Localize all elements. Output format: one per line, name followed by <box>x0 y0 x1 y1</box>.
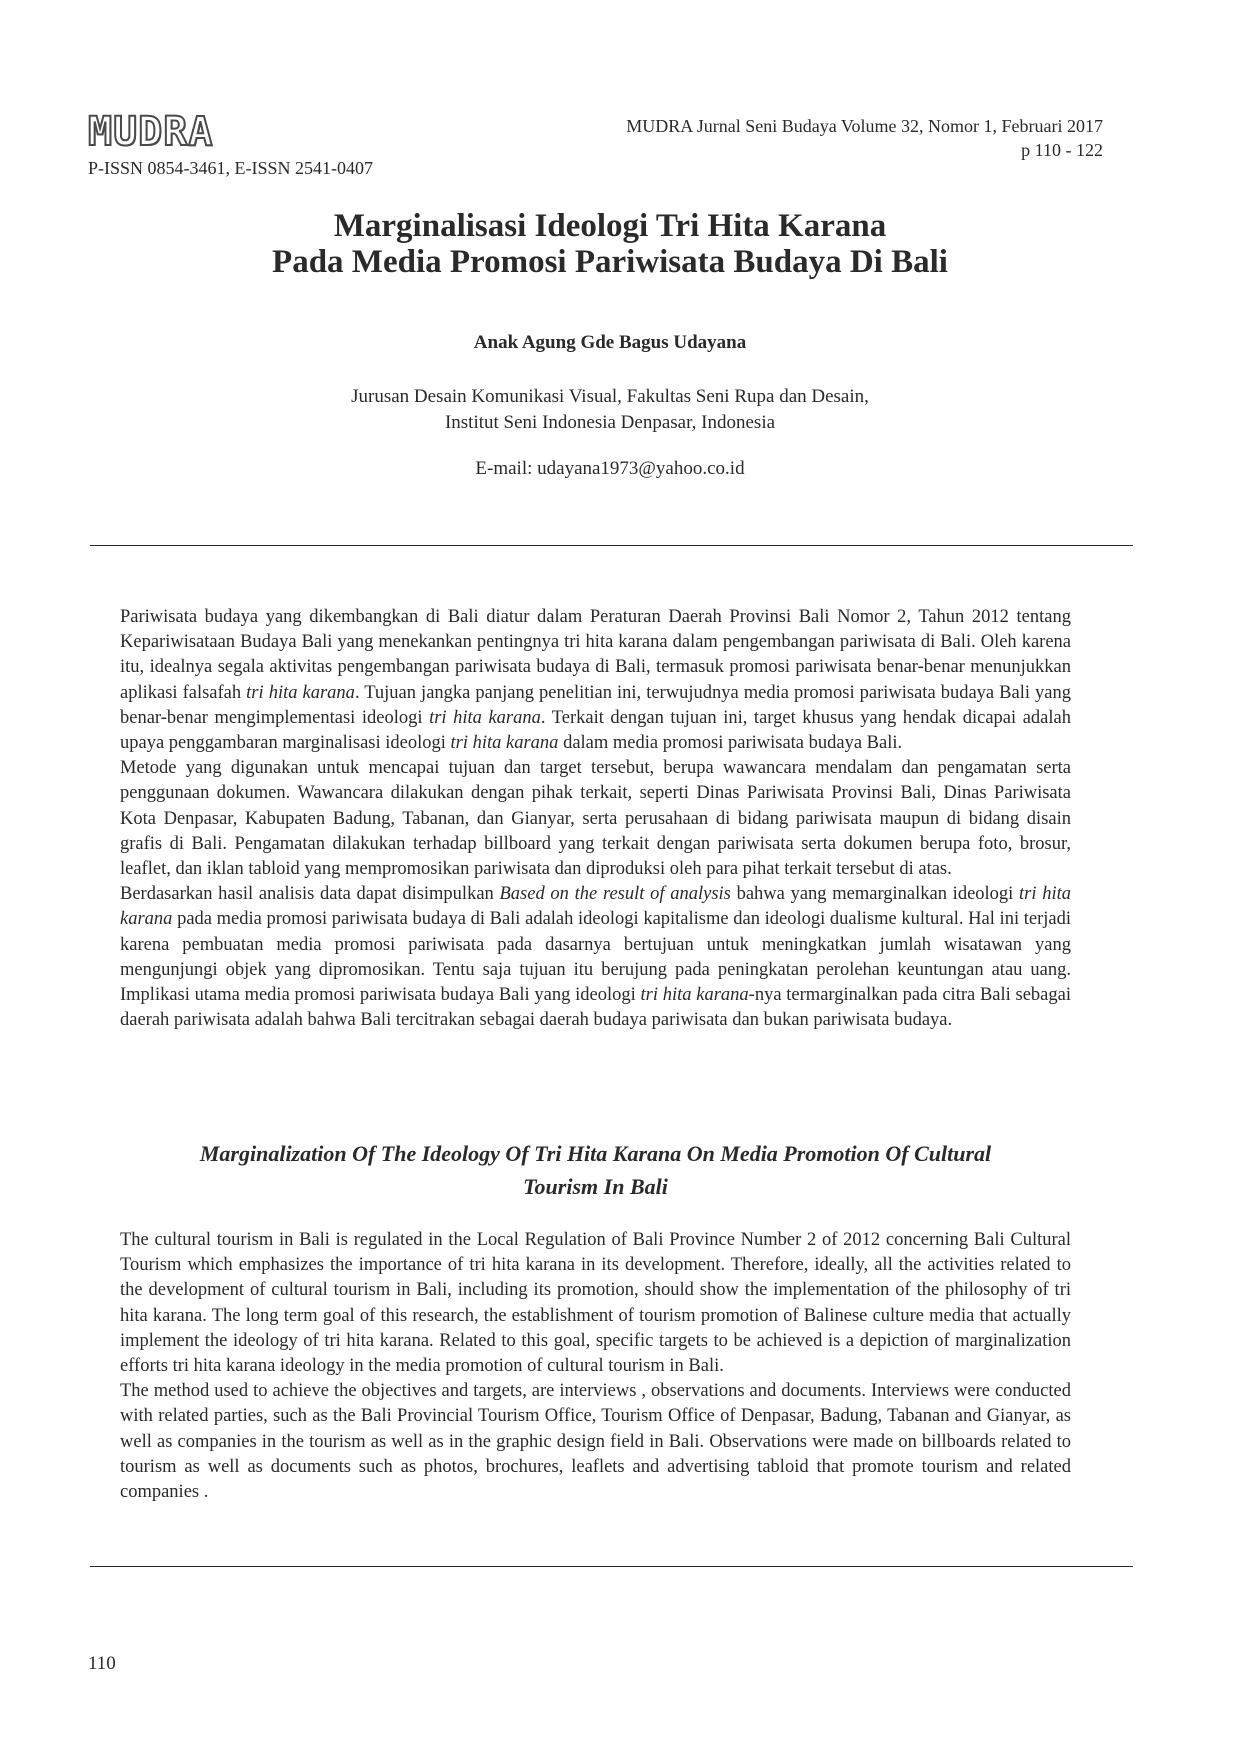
author-affiliation <box>90 384 1130 436</box>
affiliation-line-1: Jurusan Desain Komunikasi Visual, Fakultas Seni Rupa dan Desain, <box>351 386 869 407</box>
top-divider <box>90 545 1133 546</box>
author-name: Anak Agung Gde Bagus Udayana <box>473 332 747 353</box>
abstract-english <box>120 1228 1071 1505</box>
italic-term: tri hita karana <box>640 985 749 1006</box>
abstract-en-paragraph-1: The cultural tourism in Bali is regulated in the Local Regulation of Bali Province Number 2 of 2012 concerning Bali Cultural Tourism which emphasizes the importance of tri hita karana in its development. Therefore, ideally, all the activities related to the development of cultural tourism in Bali, including its promotion, should show the implementation of the philosophy of tri hita karana. The long term goal of this research, the establishment of tourism promotion of Balinese culture media that actually implement the ideology of tri hita karana. Related to this goal, specific targets to be achieved is a depiction of marginalization efforts tri hita karana ideology in the media promotion of cultural tourism in Bali. <box>120 1230 1071 1377</box>
title-line-2: Pada Media Promosi Pariwisata Budaya Di Bali <box>272 244 948 280</box>
english-title-line-1: Marginalization Of The Ideology Of Tri Hita Karana On Media Promotion Of Cultural <box>199 1141 992 1166</box>
author-email: E-mail: udayana1973@yahoo.co.id <box>475 458 745 479</box>
english-title <box>120 1137 1071 1203</box>
english-title-line-2: Tourism In Bali <box>523 1174 668 1199</box>
abstract-en-paragraph-2: The method used to achieve the objectives and targets, are interviews , observations and documents. Interviews were conducted with related parties, such as the Bali Provincial Tourism Office, Tourism Office of Denpasar, Badung, Tabanan and Gianyar, as well as companies in the tourism as well as in the graphic design field in Bali. Observations were made on billboards related to tourism as well as documents such as photos, brochures, leaflets and advertising tabloid that promote tourism and related companies . <box>120 1381 1071 1503</box>
abstract-id-paragraph-1 <box>120 605 1071 756</box>
journal-volume-line: MUDRA Jurnal Seni Budaya Volume 32, Nomor 1, Februari 2017 <box>626 116 1103 136</box>
italic-term: tri hita karana <box>120 884 1072 930</box>
text-run: pada media promosi pariwisata budaya di Bali adalah ideologi kapitalisme dan ideologi dualisme kultural. Hal ini terjadi karena pembuatan media promosi pariwisata pada dasarnya bertujuan untuk meningkatkan jumlah wisatawan yang mengunjungi objek yang dipromosikan. Tentu saja tujuan itu berujung pada peningkatan perolehan keuntungan atau uang. Implikasi utama media promosi pariwisata budaya Bali yang ideologi <box>120 909 1071 1006</box>
affiliation-line-2: Institut Seni Indonesia Denpasar, Indonesia <box>444 412 776 433</box>
text-run: dalam media promosi pariwisata budaya Bali. <box>558 733 903 754</box>
journal-info <box>626 114 1103 162</box>
journal-pages-line: p 110 - 122 <box>1021 140 1103 160</box>
text-run: -nya termarginalkan pada citra Bali sebagai daerah pariwisata adalah bahwa Bali tercitrakan sebagai daerah budaya pariwisata dan bukan pariwisata budaya. <box>120 985 1071 1031</box>
title-line-1: Marginalisasi Ideologi Tri Hita Karana <box>333 208 887 244</box>
text-run: bahwa yang memarginalkan ideologi <box>730 884 1020 905</box>
journal-logo: MUDRA <box>88 109 214 155</box>
abstract-indonesian <box>120 605 1071 1033</box>
italic-term: tri hita karana <box>429 707 541 728</box>
abstract-id-paragraph-3 <box>120 882 1071 1033</box>
page-number: 110 <box>88 1653 116 1674</box>
text-run: . Tujuan jangka panjang penelitian ini, terwujudnya media promosi pariwisata budaya Bali yang benar-benar mengimplementasi ideologi <box>120 682 1071 728</box>
issn-line: P-ISSN 0854-3461, E-ISSN 2541-0407 <box>88 158 374 178</box>
abstract-id-paragraph-2: Metode yang digunakan untuk mencapai tujuan dan target tersebut, berupa wawancara mendalam dan pengamatan serta penggunaan dokumen. Wawancara dilakukan dengan pihak terkait, seperti Dinas Pariwisata Provinsi Bali, Dinas Pariwisata Kota Denpasar, Kabupaten Badung, Tabanan, dan Gianyar, serta perusahaan di bidang pariwisata maupun di bidang disain grafis di Bali. Pengamatan dilakukan terhadap billboard yang terkait dengan pariwisata serta dokumen berupa foto, brosur, leaflet, dan iklan tabloid yang mempromosikan pariwisata dan diproduksi oleh para pihat terkait tersebut di atas. <box>120 758 1071 880</box>
text-run: . Terkait dengan tujuan ini, target khusus yang hendak dicapai adalah upaya penggambaran marginalisasi ideologi <box>120 707 1071 754</box>
bottom-divider <box>90 1566 1133 1567</box>
italic-term: Based on the result of analysis <box>499 884 731 905</box>
text-run: Berdasarkan hasil analisis data dapat disimpulkan <box>120 884 500 905</box>
italic-term: tri hita karana <box>246 682 355 703</box>
text-run: Pariwisata budaya yang dikembangkan di Bali diatur dalam Peraturan Daerah Provinsi Bali Nomor 2, Tahun 2012 tentang Kepariwisataan Budaya Bali yang menekankan pentingnya tri hita karana dalam pengembangan pariwisata di Bali. Oleh karena itu, idealnya segala aktivitas pengembangan pariwisata budaya di Bali, termasuk promosi pariwisata benar-benar menunjukkan aplikasi falsafah <box>120 607 1071 703</box>
italic-term: tri hita karana <box>450 733 559 754</box>
article-title <box>90 208 1130 280</box>
